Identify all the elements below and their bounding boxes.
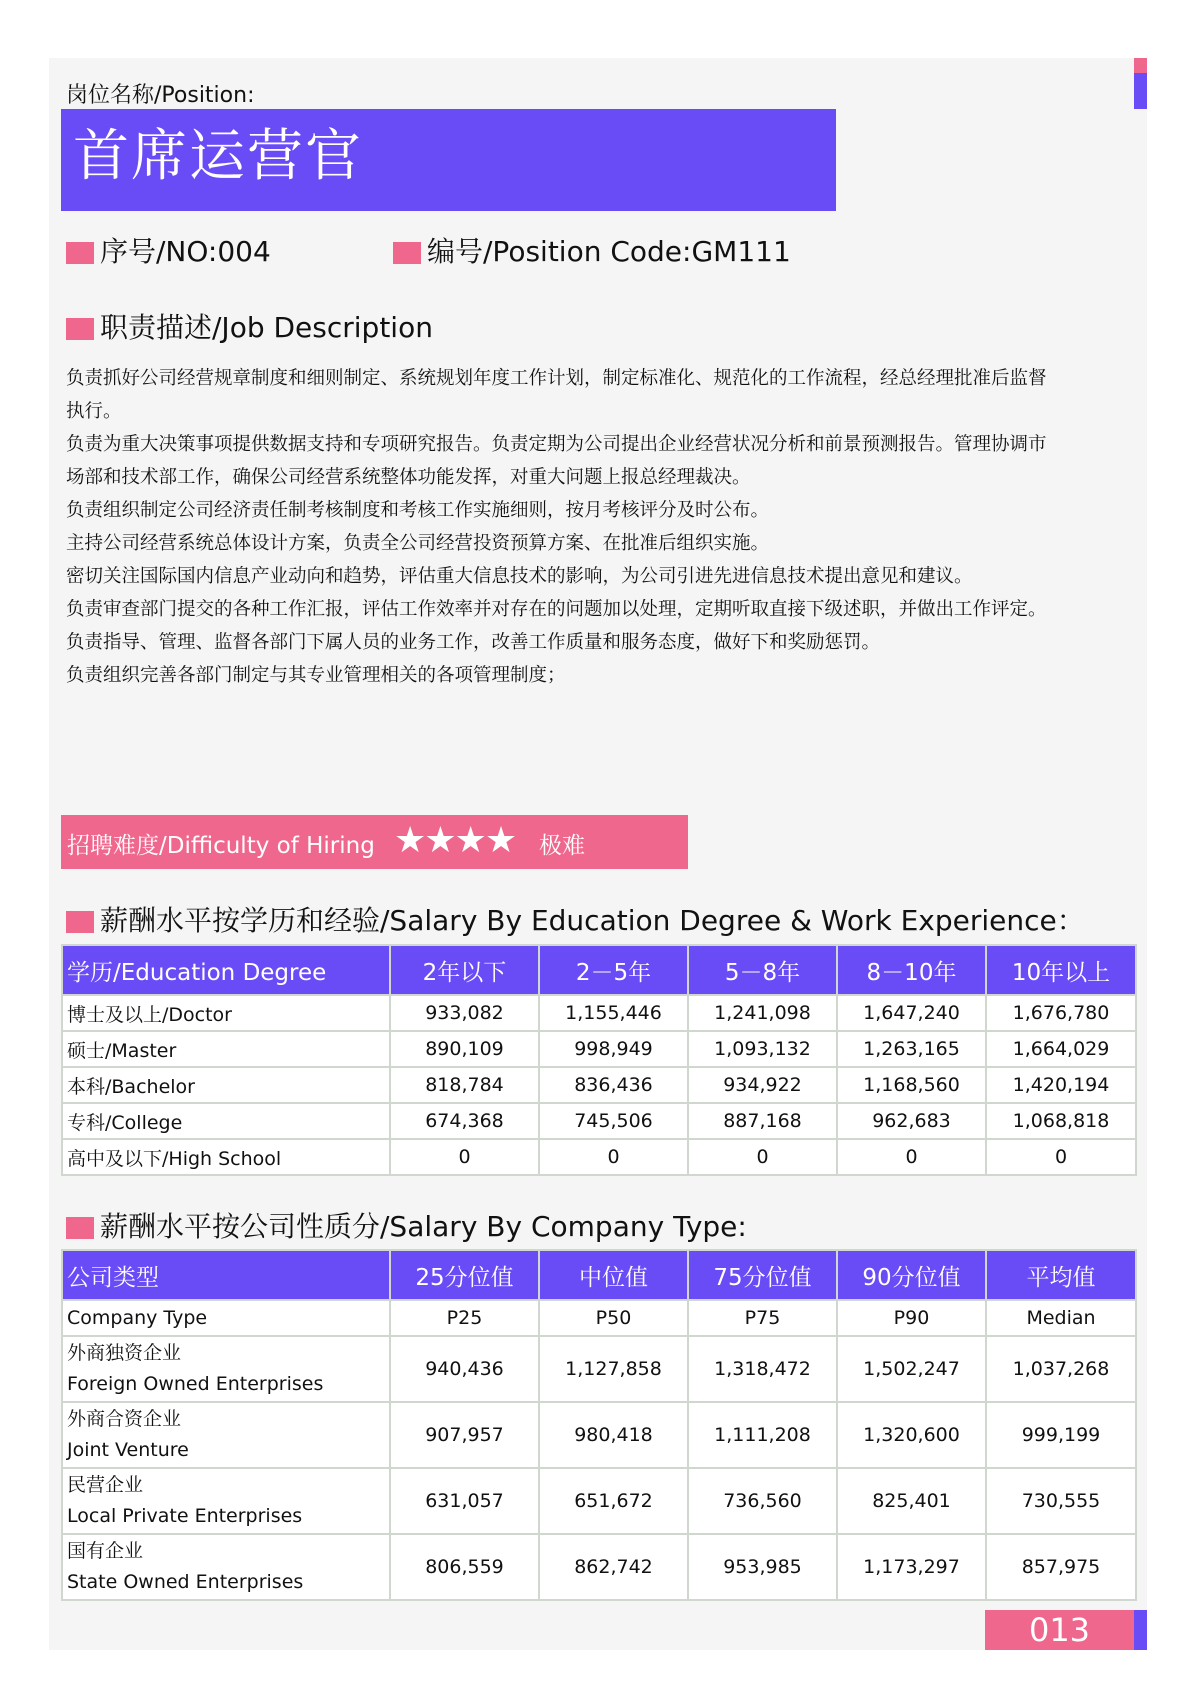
description-line: 场部和技术部工作，确保公司经营系统整体功能发挥，对重大问题上报总经理裁决。 — [66, 467, 751, 488]
table-header-row — [62, 1250, 1136, 1300]
job-description-heading-text: 职责描述/Job Description — [100, 311, 433, 344]
table-cell: 890,109 — [390, 1031, 539, 1067]
table-cell: 1,037,268 — [986, 1336, 1136, 1402]
bullet-square-icon — [66, 1217, 94, 1239]
row-label-cn: 外商独资企业 — [67, 1342, 182, 1364]
row-label-cn: 民营企业 — [67, 1474, 144, 1496]
table-row — [62, 1067, 1136, 1103]
table-header-row — [62, 945, 1136, 995]
column-header: 75分位值 — [688, 1250, 837, 1300]
column-header: 学历/Education Degree — [62, 945, 390, 995]
column-header: 2年以下 — [390, 945, 539, 995]
column-header: 8－10年 — [837, 945, 986, 995]
table-cell: 1,127,858 — [539, 1336, 688, 1402]
corner-accent-pink — [1134, 58, 1147, 73]
table-row — [62, 1468, 1136, 1534]
row-label — [62, 1468, 390, 1534]
table-cell: 0 — [837, 1139, 986, 1175]
position-code-text: 编号/Position Code:GM111 — [427, 235, 791, 268]
salary-company-heading-text: 薪酬水平按公司性质分/Salary By Company Type: — [100, 1210, 747, 1243]
salary-company-table — [61, 1249, 1137, 1601]
position-number-text: 序号/NO:004 — [100, 235, 271, 268]
star-rating-icon: ★★★★ — [394, 820, 516, 861]
row-label — [62, 1336, 390, 1402]
column-header: 2－5年 — [539, 945, 688, 995]
table-cell: 825,401 — [837, 1468, 986, 1534]
table-cell: 1,068,818 — [986, 1103, 1136, 1139]
table-cell: 998,949 — [539, 1031, 688, 1067]
table-cell: 0 — [390, 1139, 539, 1175]
hiring-difficulty-bar — [61, 815, 688, 869]
table-cell: 836,436 — [539, 1067, 688, 1103]
row-label-en: State Owned Enterprises — [67, 1571, 304, 1593]
salary-company-heading — [66, 1205, 747, 1245]
table-row — [62, 1103, 1136, 1139]
table-cell: P50 — [539, 1300, 688, 1336]
title-banner — [61, 109, 836, 211]
table-row — [62, 1139, 1136, 1175]
description-line: 主持公司经营系统总体设计方案，负责全公司经营投资预算方案、在批准后组织实施。 — [66, 533, 770, 554]
table-cell: 940,436 — [390, 1336, 539, 1402]
description-line: 密切关注国际国内信息产业动向和趋势，评估重大信息技术的影响，为公司引进先进信息技术提出意见和建议。 — [66, 566, 973, 587]
description-line: 负责抓好公司经营规章制度和细则制定、系统规划年度工作计划，制定标准化、规范化的工作流程，经总经理批准后监督 — [66, 368, 1047, 389]
bullet-square-icon — [393, 242, 421, 264]
table-cell: 674,368 — [390, 1103, 539, 1139]
column-header: 中位值 — [539, 1250, 688, 1300]
table-cell: 953,985 — [688, 1534, 837, 1600]
column-header: 平均值 — [986, 1250, 1136, 1300]
description-line: 负责指导、管理、监督各部门下属人员的业务工作，改善工作质量和服务态度，做好下和奖励惩罚。 — [66, 632, 881, 653]
row-label-en: Local Private Enterprises — [67, 1505, 303, 1527]
table-cell: 1,111,208 — [688, 1402, 837, 1468]
table-cell: 887,168 — [688, 1103, 837, 1139]
bullet-square-icon — [66, 911, 94, 933]
row-label-en: Foreign Owned Enterprises — [67, 1373, 324, 1395]
column-header: 5－8年 — [688, 945, 837, 995]
table-cell: 862,742 — [539, 1534, 688, 1600]
table-cell: 1,676,780 — [986, 995, 1136, 1031]
description-line: 执行。 — [66, 401, 122, 422]
table-cell: P90 — [837, 1300, 986, 1336]
table-cell: 1,420,194 — [986, 1067, 1136, 1103]
bullet-square-icon — [66, 318, 94, 340]
row-label-cn: 国有企业 — [67, 1540, 144, 1562]
row-label: Company Type — [62, 1300, 390, 1336]
table-cell: 806,559 — [390, 1534, 539, 1600]
salary-education-heading — [66, 899, 1085, 939]
table-cell: 1,173,297 — [837, 1534, 986, 1600]
table-cell: 999,199 — [986, 1402, 1136, 1468]
position-title: 首席运营官 — [73, 124, 363, 189]
table-cell: 980,418 — [539, 1402, 688, 1468]
table-cell: 1,168,560 — [837, 1067, 986, 1103]
table-cell: 1,093,132 — [688, 1031, 837, 1067]
table-cell: 1,263,165 — [837, 1031, 986, 1067]
hiring-difficulty-level: 极难 — [539, 833, 585, 859]
table-cell: P75 — [688, 1300, 837, 1336]
page-number-accent — [1134, 1610, 1147, 1650]
position-number — [66, 230, 271, 270]
table-cell: 0 — [539, 1139, 688, 1175]
table-cell: 933,082 — [390, 995, 539, 1031]
table-cell: 1,241,098 — [688, 995, 837, 1031]
page-number: 013 — [985, 1610, 1134, 1650]
position-code — [393, 230, 791, 270]
row-label: 硕士/Master — [62, 1031, 390, 1067]
table-cell: 0 — [986, 1139, 1136, 1175]
salary-education-heading-text: 薪酬水平按学历和经验/Salary By Education Degree & Work Experience： — [100, 904, 1085, 937]
description-line: 负责为重大决策事项提供数据支持和专项研究报告。负责定期为公司提出企业经营状况分析和前景预测报告。管理协调市 — [66, 434, 1047, 455]
salary-education-table — [61, 944, 1137, 1176]
description-line: 负责组织制定公司经济责任制考核制度和考核工作实施细则，按月考核评分及时公布。 — [66, 500, 770, 521]
table-cell: 857,975 — [986, 1534, 1136, 1600]
table-cell: 631,057 — [390, 1468, 539, 1534]
corner-accent-purple — [1134, 73, 1147, 109]
table-cell: Median — [986, 1300, 1136, 1336]
table-row — [62, 1336, 1136, 1402]
row-label — [62, 1534, 390, 1600]
job-description-heading — [66, 306, 433, 346]
table-cell: 818,784 — [390, 1067, 539, 1103]
row-label — [62, 1402, 390, 1468]
table-row — [62, 1031, 1136, 1067]
table-cell: P25 — [390, 1300, 539, 1336]
row-label: 本科/Bachelor — [62, 1067, 390, 1103]
table-cell: 1,155,446 — [539, 995, 688, 1031]
table-row — [62, 1534, 1136, 1600]
table-cell: 745,506 — [539, 1103, 688, 1139]
table-cell: 730,555 — [986, 1468, 1136, 1534]
bullet-square-icon — [66, 242, 94, 264]
row-label-cn: 外商合资企业 — [67, 1408, 182, 1430]
table-cell: 651,672 — [539, 1468, 688, 1534]
description-line: 负责组织完善各部门制定与其专业管理相关的各项管理制度； — [66, 665, 566, 686]
row-label-en: Joint Venture — [67, 1439, 189, 1461]
column-header: 公司类型 — [62, 1250, 390, 1300]
table-cell: 1,647,240 — [837, 995, 986, 1031]
position-label: 岗位名称/Position: — [66, 83, 255, 108]
job-description-body — [66, 362, 1136, 692]
table-row — [62, 1402, 1136, 1468]
table-cell: 1,664,029 — [986, 1031, 1136, 1067]
column-header: 10年以上 — [986, 945, 1136, 995]
table-cell: 1,320,600 — [837, 1402, 986, 1468]
column-header: 90分位值 — [837, 1250, 986, 1300]
description-line: 负责审查部门提交的各种工作汇报，评估工作效率并对存在的问题加以处理，定期听取直接下级述职，并做出工作评定。 — [66, 599, 1047, 620]
table-cell: 0 — [688, 1139, 837, 1175]
column-header: 25分位值 — [390, 1250, 539, 1300]
table-cell: 1,502,247 — [837, 1336, 986, 1402]
table-subheader-row — [62, 1300, 1136, 1336]
table-cell: 934,922 — [688, 1067, 837, 1103]
row-label: 专科/College — [62, 1103, 390, 1139]
hiring-difficulty-label: 招聘难度/Difficulty of Hiring — [67, 833, 375, 859]
table-cell: 1,318,472 — [688, 1336, 837, 1402]
table-cell: 736,560 — [688, 1468, 837, 1534]
table-row — [62, 995, 1136, 1031]
table-cell: 962,683 — [837, 1103, 986, 1139]
table-cell: 907,957 — [390, 1402, 539, 1468]
row-label: 博士及以上/Doctor — [62, 995, 390, 1031]
row-label: 高中及以下/High School — [62, 1139, 390, 1175]
